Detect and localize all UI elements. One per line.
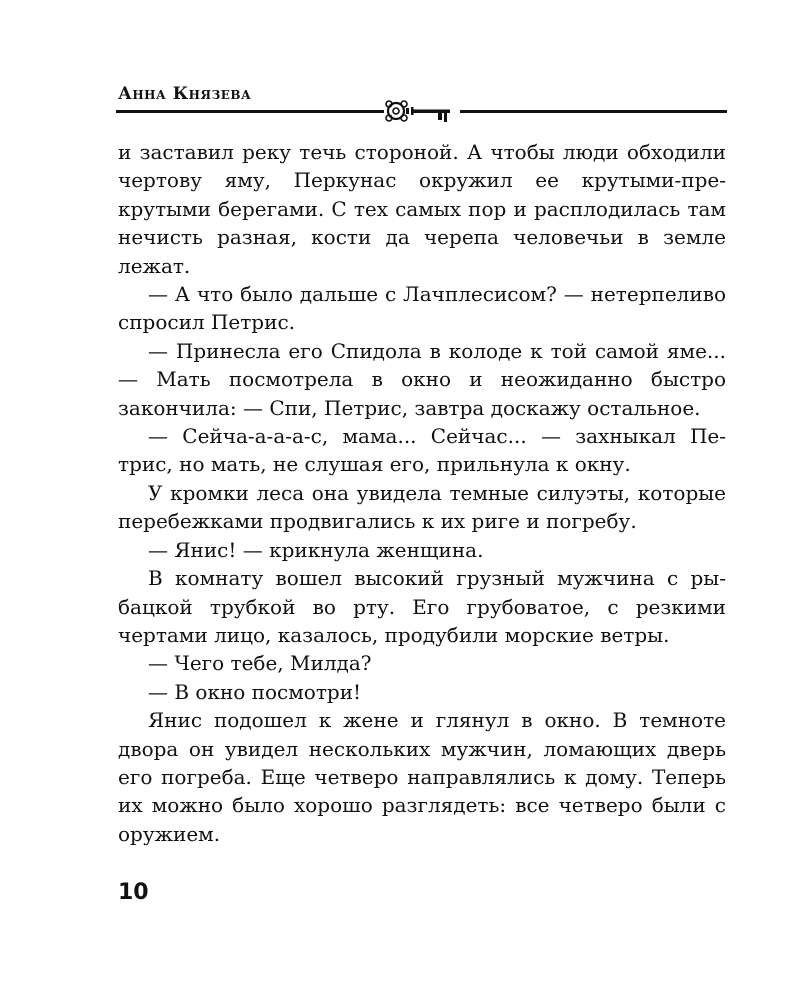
paragraph: — Сейча-а-а-а-с, мама... Сейчас... — захныкал Петрис, но мать, не слушая его, прильнула к окну. [118,424,726,477]
page-number: 10 [118,880,149,905]
paragraph: — Принесла его Спидола в колоде к той самой яме... — Мать посмотрела в окно и неожиданно быстро закончила: — Спи, Петрис, завтра доскажу остальное. [118,338,726,420]
paragraph: и заставил реку течь стороной. А чтобы люди обходили чертову яму, Перкунас окружил ее крутыми-прекрутыми берегами. С тех самых пор и расплодилась там нечисть разная, кости да черепа человечьи в земле лежат. [118,140,726,278]
paragraph: — В окно посмотри! [148,679,362,704]
running-head-author: Анна Князева [118,84,252,104]
paragraph: Янис подошел к жене и глянул в окно. В темноте двора он увидел нескольких мужчин, ломающих дверь его погреба. Еще четверо направлялись к дому. Теперь их можно было хорошо разглядеть: все четверо были с оружием. [118,708,726,846]
key-ornament-icon [384,98,460,128]
paragraph: — Янис! — крикнула женщина. [148,537,484,562]
paragraph: — А что было дальше с Лачплесисом? — нетерпеливо спросил Петрис. [118,282,726,335]
paragraph: — Чего тебе, Милда? [148,651,372,676]
paragraph: В комнату вошел высокий грузный мужчина с рыбацкой трубкой во рту. Его грубоватое, с резкими чертами лицо, казалось, продубили морские ветры. [118,566,726,647]
body-text [118,138,726,848]
paragraph: У кромки леса она увидела темные силуэты, которые перебежками продвигались к их риге и погребу. [118,480,726,534]
